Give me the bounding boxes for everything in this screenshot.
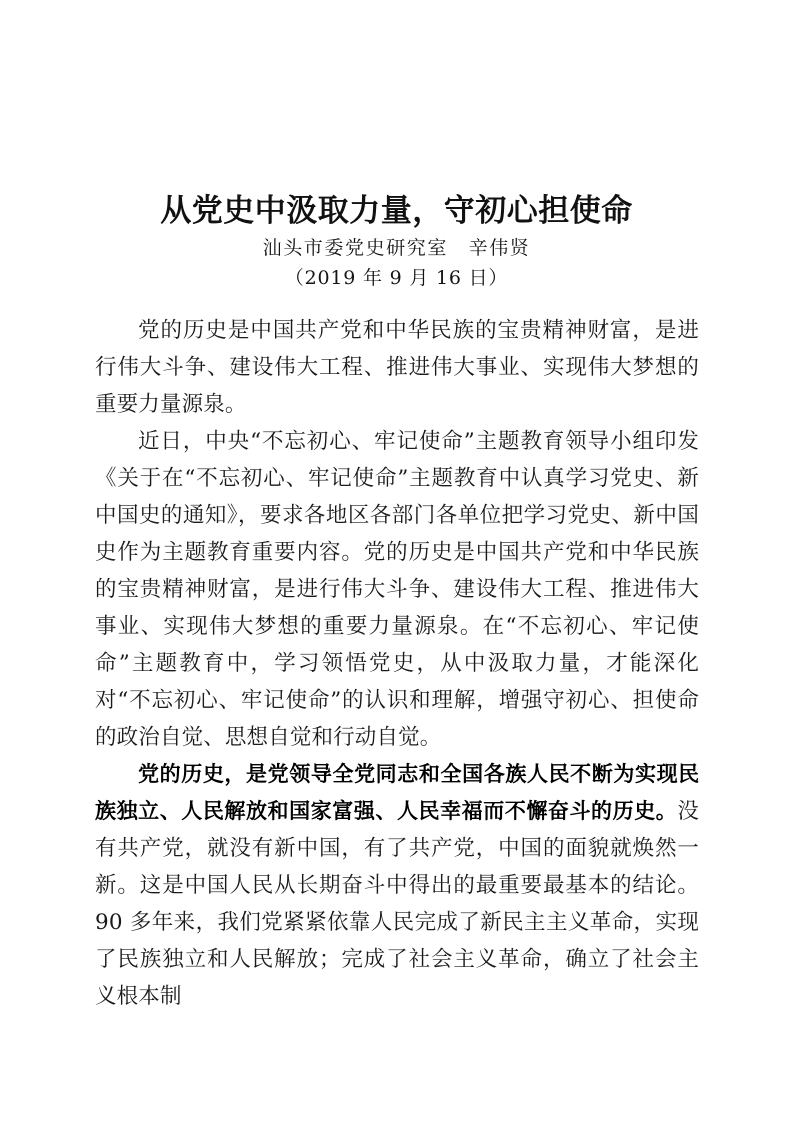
body-text-column — [95, 312, 699, 1015]
body-paragraph-1: 党的历史是中国共产党和中华民族的宝贵精神财富，是进行伟大斗争、建设伟大工程、推进伟大事业、实现伟大梦想的重要力量源泉。 — [95, 318, 699, 417]
byline-author: 汕头市委党史研究室 辛伟贤 — [262, 237, 531, 259]
page-title: 从党史中汲取力量，守初心担使命 — [160, 192, 633, 229]
body-paragraph-3 — [95, 756, 699, 1015]
body-paragraph-2: 近日，中央“不忘初心、牢记使命”主题教育领导小组印发《关于在“不忘初心、牢记使命”主题教育中认真学习党史、新中国史的通知》，要求各地区各部门各单位把学习党史、新中国史作为主题教育重要内容。党的历史是中国共产党和中华民族的宝贵精神财富，是进行伟大斗争、建设伟大工程、推进伟大事业、实现伟大梦想的重要力量源泉。在“不忘初心、牢记使命”主题教育中，学习领悟党史，从中汲取力量，才能深化对“不忘初心、牢记使命”的认识和理解，增强守初心、担使命的政治自觉、思想自觉和行动自觉。 — [95, 429, 699, 750]
body-paragraph-3-emphasis: 党的历史，是党领导全党同志和全国各族人民不断为实现民族独立、人民解放和国家富强、人民幸福而不懈奋斗的历史。 — [95, 762, 699, 823]
byline-date: （2019 年 9 月 16 日） — [284, 267, 509, 289]
body-paragraph-3-rest: 没有共产党，就没有新中国，有了共产党，中国的面貌就焕然一新。这是中国人民从长期奋斗中得出的最重要最基本的结论。90 多年来，我们党紧紧依靠人民完成了新民主主义革命，实现了民族独立和人民解放；完成了社会主义革命，确立了社会主义根本制 — [95, 799, 699, 1009]
